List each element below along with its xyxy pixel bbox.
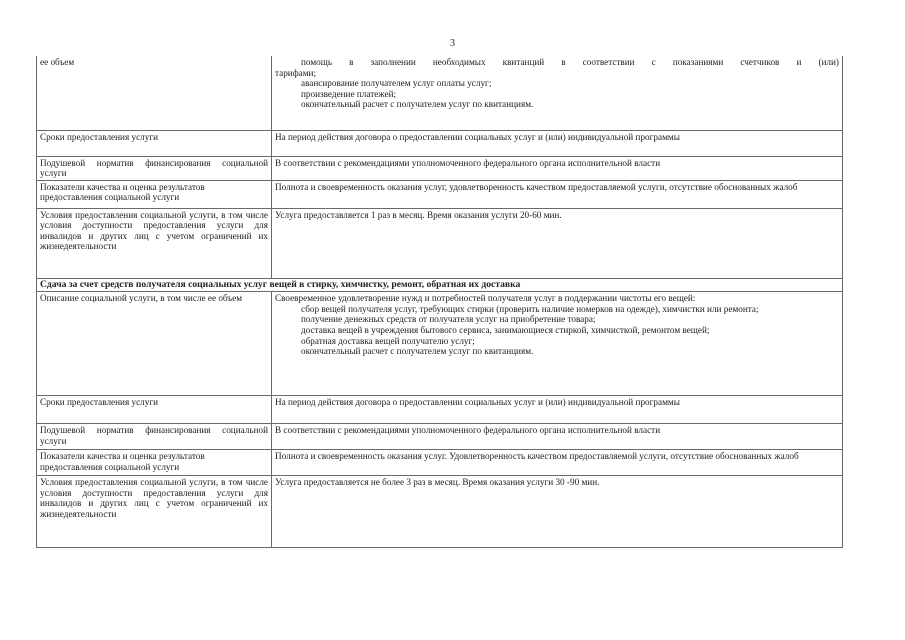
page-number: 3 bbox=[450, 38, 455, 49]
description-line: помощь в заполнении необходимых квитанций в соответствии с показаниями счетчиков и (или) bbox=[301, 57, 839, 67]
table-row bbox=[37, 396, 843, 424]
conditions-label: Условия предоставления социальной услуги, в том числе условия доступности предоставления услуги для инвалидов и других лиц с учетом ограничений их жизнедеятельности bbox=[37, 208, 272, 278]
conditions-value: Услуга предоставляется 1 раз в месяц. Время оказания услуги 20-60 мин. bbox=[272, 208, 843, 278]
table-row bbox=[37, 208, 843, 278]
services-table bbox=[36, 56, 843, 548]
quality-label: Показатели качества и оценка результатов предоставления социальной услуги bbox=[37, 450, 272, 476]
term-value: На период действия договора о предоставлении социальных услуг и (или) индивидуальной программы bbox=[272, 130, 843, 156]
norm-value: В соответствии с рекомендациями уполномоченного федерального органа исполнительной власти bbox=[272, 424, 843, 450]
conditions-value: Услуга предоставляется не более 3 раз в месяц. Время оказания услуги 30 -90 мин. bbox=[272, 476, 843, 548]
term-value: На период действия договора о предоставлении социальных услуг и (или) индивидуальной программы bbox=[272, 396, 843, 424]
description-value-cell bbox=[272, 292, 843, 396]
quality-value: Полнота и своевременность оказания услуг. Удовлетворенность качеством предоставляемой услуги, отсутствие обоснованных жалоб bbox=[272, 450, 843, 476]
table-row bbox=[37, 450, 843, 476]
description-line: получение денежных средств от получателя услуг на приобретение товара; bbox=[301, 314, 596, 325]
conditions-label: Условия предоставления социальной услуги, в том числе условия доступности предоставления услуги для инвалидов и других лиц с учетом ограничений их жизнедеятельности bbox=[37, 476, 272, 548]
description-line: авансирование получателем услуг оплаты услуг; bbox=[301, 78, 492, 89]
term-label: Сроки предоставления услуги bbox=[37, 396, 272, 424]
table-row bbox=[37, 424, 843, 450]
description-line: Своевременное удовлетворение нужд и потребностей получателя услуг в поддержании чистоты его вещей: bbox=[275, 293, 696, 304]
quality-value: Полнота и своевременность оказания услуг, удовлетворенность качеством предоставляемой услуги, отсутствие обоснованных жалоб bbox=[272, 180, 843, 208]
norm-label: Подушевой норматив финансирования социальной услуги bbox=[37, 156, 272, 180]
description-line: окончательный расчет с получателем услуг по квитанциям. bbox=[301, 99, 534, 110]
description-label: Описание социальной услуги, в том числе ее объем bbox=[37, 292, 272, 396]
table-row bbox=[37, 292, 843, 396]
table-row bbox=[37, 180, 843, 208]
table-row bbox=[37, 278, 843, 292]
description-line: произведение платежей; bbox=[301, 88, 397, 99]
description-label: ее объем bbox=[40, 57, 75, 67]
quality-label: Показатели качества и оценка результатов предоставления социальной услуги bbox=[37, 180, 272, 208]
description-line: обратная доставка вещей получателю услуг; bbox=[301, 335, 475, 346]
table-row bbox=[37, 130, 843, 156]
description-line: тарифами; bbox=[275, 67, 317, 78]
table-row bbox=[37, 476, 843, 548]
description-line: доставка вещей в учреждения бытового сервиса, занимающиеся стиркой, химчисткой, ремонтом вещей; bbox=[301, 325, 710, 336]
norm-value: В соответствии с рекомендациями уполномоченного федерального органа исполнительной власти bbox=[272, 156, 843, 180]
description-line: сбор вещей получателя услуг, требующих стирки (проверить наличие номерков на одежде), химчистки или ремонта; bbox=[301, 303, 759, 314]
table-row bbox=[37, 156, 843, 180]
description-value-cell bbox=[272, 56, 843, 130]
description-line: окончательный расчет с получателем услуг по квитанциям. bbox=[301, 346, 534, 357]
norm-label: Подушевой норматив финансирования социальной услуги bbox=[37, 424, 272, 450]
description-label-cell bbox=[37, 56, 272, 130]
table-row bbox=[37, 56, 843, 130]
term-label: Сроки предоставления услуги bbox=[37, 130, 272, 156]
section-title: Сдача за счет средств получателя социальных услуг вещей в стирку, химчистку, ремонт, обратная их доставка bbox=[37, 278, 843, 292]
